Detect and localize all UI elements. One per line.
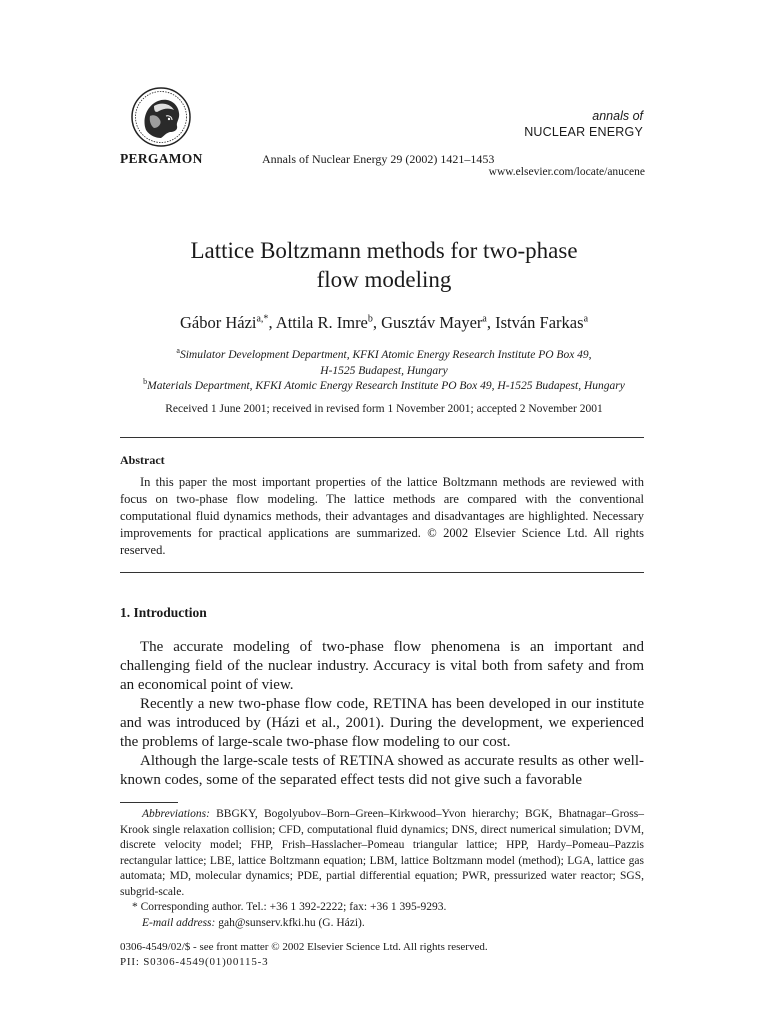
affiliation-a-line1: Simulator Development Department, KFKI Atomic Energy Research Institute PO Box 49, [179, 348, 592, 361]
article-title-line1: Lattice Boltzmann methods for two-phase [190, 238, 578, 263]
abstract-text: In this paper the most important properties of the lattice Boltzmann methods are reviewed with focus on two-phase flow modeling. The lattice methods are compared with the conventional computational fluid dynamics methods, their advantages and disadvantages are highlighted. Necessary improvements for practical applications are summarized. © 2002 Elsevier Science Ltd. All rights reserved. [120, 475, 644, 557]
article-title [100, 236, 668, 294]
email-note [120, 916, 644, 932]
abstract-heading: Abstract [120, 453, 165, 467]
journal-logo [500, 108, 643, 140]
author-name: István Farkas [495, 313, 584, 332]
journal-logo-line1: annals of [592, 109, 643, 123]
pii-line: PII: S0306-4549(01)00115-3 [120, 956, 269, 968]
affiliation-b-line1: Materials Department, KFKI Atomic Energy Research Institute PO Box 49, H-1525 Budapest, Hungary [147, 379, 625, 392]
elsevier-tree-logo [128, 86, 194, 148]
author-name: Gábor Házi [179, 313, 257, 332]
affiliation-b [100, 374, 668, 394]
divider [120, 572, 644, 573]
abbreviations-label: Abbreviations: [142, 808, 210, 820]
introduction-body [120, 638, 644, 790]
author-affiliation-mark: a,* [256, 313, 269, 325]
front-matter-info [120, 940, 644, 970]
journal-logo-line2: NUCLEAR ENERGY [524, 125, 643, 139]
author-separator: , [372, 313, 382, 332]
affiliation-a-line2: H-1525 Budapest, Hungary [320, 364, 448, 377]
issn-line: 0306-4549/02/$ - see front matter © 2002 Elsevier Science Ltd. All rights reserved. [120, 941, 488, 953]
received-dates: Received 1 June 2001; received in revised form 1 November 2001; accepted 2 November 2001 [165, 403, 603, 415]
email-text[interactable]: gah@sunserv.kfki.hu (G. Házi). [215, 916, 365, 929]
affiliation-b-mark: b [143, 377, 148, 386]
footnote-divider [120, 802, 178, 803]
publisher-name: PERGAMON [120, 151, 203, 166]
journal-url[interactable]: www.elsevier.com/locate/anucene [488, 166, 645, 178]
paragraph: The accurate modeling of two-phase flow phenomena is an important and challenging field of the nuclear industry. Accuracy is vital both from safety and from an economical point of view. [120, 639, 644, 693]
affiliation-a-mark: a [176, 346, 180, 355]
abbreviations-footnote [120, 807, 644, 900]
author-list [100, 313, 668, 333]
author-affiliation-mark: b [367, 313, 373, 325]
author-separator: , [486, 313, 496, 332]
abbreviations-text: BBGKY, Bogolyubov–Born–Green–Kirkwood–Yvon hierarchy; BGK, Bhatnagar–Gross–Krook single relaxation collision; CFD, computational fluid dynamics; DNS, direct numerical simulation; DVM, discrete velocity model; FHP, Frish–Hasslacher–Pomeau triangular lattice; HPP, Hardy–Pomeau–Pazzis rectangular lattice; LBE, lattice Boltzmann equation; LBM, lattice Boltzmann model (method); LGA, lattice gas automata; MD, molecular dynamics; PDE, partial differential equation; PWR, pressurized water reactor; SGS, subgrid-scale. [120, 808, 644, 898]
article-title-line2: flow modeling [316, 267, 452, 292]
paragraph: Although the large-scale tests of RETINA showed as accurate results as other well-known codes, some of the separated effect tests did not give such a favorable [120, 753, 644, 788]
author-separator: , [268, 313, 276, 332]
corresponding-author-note: * Corresponding author. Tel.: +36 1 392-2222; fax: +36 1 395-9293. [132, 901, 447, 913]
author-affiliation-mark: a [482, 313, 487, 325]
author-affiliation-mark: a [583, 313, 589, 325]
email-label: E-mail address: [142, 916, 216, 929]
paragraph: Recently a new two-phase flow code, RETINA has been developed in our institute and was introduced by (Házi et al., 2001). During the development, we experienced the problems of large-scale two-phase flow modeling to our cost. [120, 696, 644, 750]
author-name: Attila R. Imre [275, 313, 368, 332]
divider [120, 437, 644, 438]
section-heading: 1. Introduction [120, 605, 207, 620]
footnotes [120, 807, 644, 931]
journal-reference: Annals of Nuclear Energy 29 (2002) 1421–1453 [262, 152, 495, 166]
author-name: Gusztáv Mayer [381, 313, 483, 332]
